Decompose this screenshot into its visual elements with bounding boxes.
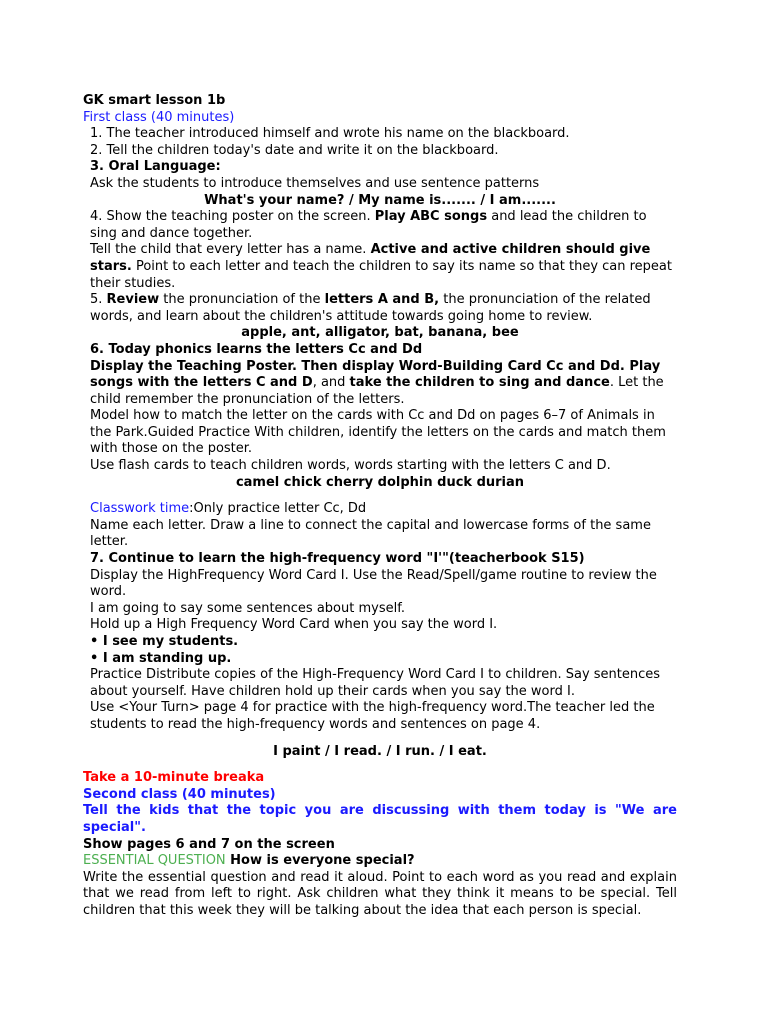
step-7-text-c: Hold up a High Frequency Word Card when you say the word I. xyxy=(90,617,498,633)
step-7-heading: 7. Continue to learn the high-frequency word "I'"(teacherbook S15) xyxy=(90,551,585,567)
step-7-practice: Practice Distribute copies of the High-Frequency Word Card I to children. Say sentences about yourself. Have children hold up their cards when you say the word I. xyxy=(90,667,661,699)
show-pages-line: Show pages 6 and 7 on the screen xyxy=(83,836,335,852)
final-paragraph: Write the essential question and read it aloud. Point to each word as you read and explain that we read from left to right. Ask children what they think it means to be special. Tell children that this week they will be talking about the idea that each person is special. xyxy=(83,869,677,918)
topic-line: Tell the kids that the topic you are discussing with them today is "We are special". xyxy=(83,803,677,835)
step-6-flashcards: Use flash cards to teach children words, words starting with the letters C and D. xyxy=(90,458,611,474)
step-6-heading: 6. Today phonics learns the letters Cc and Dd xyxy=(90,341,423,357)
first-class-heading: First class (40 minutes) xyxy=(83,109,235,125)
step-7-text-b: I am going to say some sentences about myself. xyxy=(90,600,405,616)
step-6-text xyxy=(83,359,677,409)
step-6-bold-a: Display the Teaching Poster. Then display Word-Building Card Cc and Dd. Play songs with the letters C and D xyxy=(90,358,661,391)
step-5-text-b: the pronunciation of the related words, and learn about the children's attitude towards going home to review. xyxy=(90,292,651,324)
step-5-bold-a: Review xyxy=(106,292,160,308)
step-5-text-a: the pronunciation of the xyxy=(159,292,325,308)
step-7-text-a: Display the HighFrequency Word Card I. Use the Read/Spell/game routine to review the word. xyxy=(90,567,657,600)
document-title: GK smart lesson 1b xyxy=(83,93,226,108)
step-6-text-a: , and xyxy=(312,375,350,391)
classwork-label: Classwork time xyxy=(90,501,190,517)
step-3-text: Ask the students to introduce themselves and use sentence patterns xyxy=(90,175,540,191)
essential-question-text: How is everyone special? xyxy=(225,853,415,869)
lesson-plan-document xyxy=(83,93,677,920)
essential-question-label: ESSENTIAL QUESTION xyxy=(83,853,226,869)
step-5-num: 5. xyxy=(90,292,107,308)
sentence-pattern: What's your name? / My name is....... / I am....... xyxy=(204,192,556,208)
classwork-text: :Only practice letter Cc, Dd xyxy=(189,501,367,517)
step-7-bullet-2: • I am standing up. xyxy=(90,650,232,666)
step-4-continued xyxy=(83,242,677,292)
step-4 xyxy=(83,209,677,242)
step-5-bold-b: letters A and B, xyxy=(324,292,440,308)
i-sentences: I paint / I read. / I run. / I eat. xyxy=(273,743,487,759)
classwork-line xyxy=(83,501,677,518)
step-3-heading: 3. Oral Language: xyxy=(90,159,221,175)
step-4-text-d: Point to each letter and teach the children to say its name so that they can repeat their studies. xyxy=(90,258,672,291)
break-note: Take a 10-minute breaka xyxy=(83,770,265,786)
ab-word-list: apple, ant, alligator, bat, banana, bee xyxy=(241,325,519,341)
step-7-your-turn: Use <Your Turn> page 4 for practice with the high-frequency word.The teacher led the students to read the high-frequency words and sentences on page 4. xyxy=(90,700,655,732)
step-4-text-a: 4. Show the teaching poster on the screen. xyxy=(90,209,375,225)
step-7-bullet-1: • I see my students. xyxy=(90,634,239,649)
second-class-heading: Second class (40 minutes) xyxy=(83,786,276,802)
classwork-instructions: Name each letter. Draw a line to connect the capital and lowercase forms of the same letter. xyxy=(90,517,651,550)
step-4-bold-b: Active and active children should give stars. xyxy=(90,242,651,274)
step-4-text-b: and lead the children to sing and dance together. xyxy=(90,209,647,241)
essential-question-line xyxy=(83,853,677,870)
step-4-text-c: Tell the child that every letter has a name. xyxy=(90,242,371,258)
step-6-model: Model how to match the letter on the cards with Cc and Dd on pages 6–7 of Animals in the Park.Guided Practice With children, identify the letters on the cards and match them with those on the poster. xyxy=(90,408,666,457)
step-2: 2. Tell the children today's date and write it on the blackboard. xyxy=(90,142,499,158)
step-5 xyxy=(83,292,677,325)
step-4-bold-a: Play ABC songs xyxy=(374,209,488,225)
step-6-bold-b: take the children to sing and dance xyxy=(349,375,610,391)
cd-word-list: camel chick cherry dolphin duck durian xyxy=(235,474,525,490)
step-1: 1. The teacher introduced himself and wrote his name on the blackboard. xyxy=(90,126,570,142)
step-6-text-b: . Let the child remember the pronunciation of the letters. xyxy=(90,375,664,407)
